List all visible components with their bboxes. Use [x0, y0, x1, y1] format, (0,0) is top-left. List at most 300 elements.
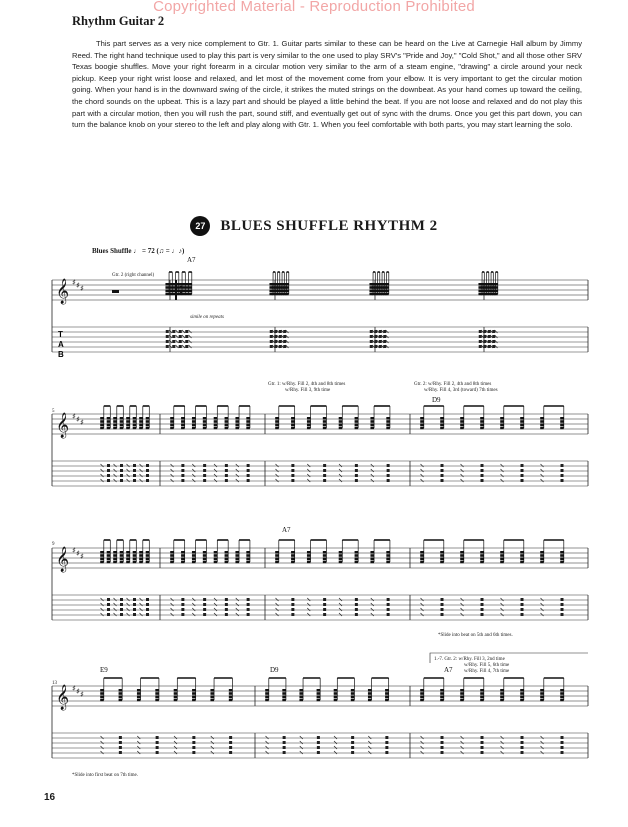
chord-notehead [351, 692, 355, 695]
tab-fret-mark [370, 340, 373, 343]
chord-notehead [192, 561, 196, 564]
tab-mute-mark [334, 751, 337, 754]
tab-fret-mark [355, 598, 358, 601]
tab-fret-mark [172, 330, 175, 333]
tab-mute-mark [307, 603, 310, 606]
chord-notehead [500, 699, 504, 702]
tab-fret-mark [120, 469, 123, 472]
tab-fret-mark [561, 603, 564, 606]
chord-notehead [520, 699, 524, 702]
staff-notation [52, 272, 588, 758]
tab-mute-mark [171, 598, 174, 601]
chord-notehead [291, 557, 295, 560]
chord-notehead [107, 423, 111, 426]
chord-notehead [203, 561, 207, 564]
tab-mute-mark [541, 474, 544, 477]
tab-mute-mark [236, 469, 239, 472]
chord-notehead [420, 554, 424, 557]
tab-fret-mark [192, 751, 195, 754]
tab-mute-mark [307, 613, 310, 616]
chord-notehead [323, 554, 327, 557]
chord-notehead [139, 557, 143, 560]
chord-notehead [480, 427, 484, 430]
section-heading: Rhythm Guitar 2 [72, 14, 165, 28]
tab-fret-mark [481, 751, 484, 754]
tab-mute-mark [214, 598, 217, 601]
chord-symbol: E9 [100, 666, 108, 674]
section-paragraph: This part serves as a very nice complement to Gtr. 1. Guitar parts similar to these can be heard on the Live at Carnegie Hall album by Jimmy Reed. The right hand technique used to play this part is very similar to the one used to play SRV's "Pride and Joy," "Cold Shot," and all those other SRV Texas boogie shuffles. Move your right forearm in a circular motion very similar to the arm of a steam engine, "drawing" a circle around your neck pickup. Keep your right wrist loose and relaxed, and let most of the movement come from your elbow. It is very important to get the circular motion going. When your hand is in the downward swing of the circle, it strikes the muted strings on the downbeat. As your hand comes up toward the ceiling, the chord sounds on the upbeat. This is a lazy part and should be played a little behind the beat. If you are not loose and relaxed and do not play this part with a circular motion, then you will rush the part, sound stiff, and eventually get out of sync with the drums. Once you get this part down, you can turn the balance knob on your stereo to the left and play along with Gtr. 1. When you feel comfortable with both parts, you may start learning the solo. [72, 39, 582, 130]
chord-notehead [370, 557, 374, 560]
sharp-sign: ♯ [80, 418, 84, 427]
chord-notehead [137, 695, 141, 698]
chord-notehead [100, 695, 104, 698]
chord-notehead [165, 286, 169, 289]
chord-notehead [440, 699, 444, 702]
tab-mute-mark [501, 736, 504, 739]
chord-notehead [100, 427, 104, 430]
chord-notehead [137, 689, 141, 692]
tab-fret-mark [521, 469, 524, 472]
chord-notehead [265, 689, 269, 692]
footnote: *Slide into beat on 5th and 6th times. [438, 633, 513, 638]
tab-mute-mark [541, 603, 544, 606]
tab-fret-mark [479, 335, 482, 338]
tab-mute-mark [189, 335, 192, 338]
tab-fret-mark [481, 598, 484, 601]
tab-fret-mark [351, 741, 354, 744]
chord-notehead [480, 692, 484, 695]
tab-fret-mark [355, 608, 358, 611]
chord-notehead [210, 689, 214, 692]
sharp-sign: ♯ [76, 415, 80, 424]
tab-mute-mark [339, 608, 342, 611]
tab-mute-mark [339, 598, 342, 601]
chord-notehead [478, 293, 482, 296]
tab-fret-mark [323, 603, 326, 606]
chord-notehead [100, 554, 104, 557]
chord-notehead [275, 423, 279, 426]
chord-symbol: D9 [270, 666, 279, 674]
chord-notehead [540, 423, 544, 426]
tab-mute-mark [140, 469, 143, 472]
chord-notehead [214, 420, 218, 423]
chord-notehead [355, 423, 359, 426]
tab-fret-mark [225, 603, 228, 606]
chord-notehead [146, 551, 150, 554]
chord-notehead [225, 551, 229, 554]
tab-mute-mark [339, 603, 342, 606]
tab-fret-mark [166, 330, 169, 333]
chord-notehead [420, 561, 424, 564]
chord-notehead [420, 692, 424, 695]
chord-notehead [323, 561, 327, 564]
tab-fret-mark [370, 345, 373, 348]
chord-notehead [299, 692, 303, 695]
treble-clef: 𝄞 [56, 413, 70, 438]
fill-annotation: w/Rhy. Fill 5, 6th time [464, 663, 510, 668]
chord-notehead [460, 561, 464, 564]
chord-notehead [317, 692, 321, 695]
chord-notehead [155, 689, 159, 692]
tab-fret-mark [203, 613, 206, 616]
chord-notehead [100, 699, 104, 702]
chord-notehead [560, 699, 564, 702]
chord-notehead [323, 417, 327, 420]
chord-notehead [192, 423, 196, 426]
chord-notehead [339, 420, 343, 423]
chord-notehead [355, 427, 359, 430]
chord-notehead [520, 561, 524, 564]
tab-fret-mark [247, 608, 250, 611]
chord-notehead [133, 554, 137, 557]
chord-notehead [291, 561, 295, 564]
tab-fret-mark [283, 746, 286, 749]
tab-fret-mark [521, 736, 524, 739]
tab-fret-mark [291, 613, 294, 616]
chord-notehead [540, 695, 544, 698]
tab-mute-mark [461, 474, 464, 477]
chord-notehead [119, 695, 123, 698]
chord-notehead [386, 561, 390, 564]
chord-notehead [480, 561, 484, 564]
tab-mute-mark [371, 608, 374, 611]
tab-fret-mark [229, 736, 232, 739]
sharp-sign: ♯ [76, 281, 80, 290]
tab-fret-mark [166, 345, 169, 348]
tab-fret-mark [561, 736, 564, 739]
tab-mute-mark [137, 746, 140, 749]
chord-notehead [369, 293, 373, 296]
tab-fret-mark [179, 345, 182, 348]
tab-mute-mark [140, 474, 143, 477]
tab-mute-mark [192, 608, 195, 611]
tab-mute-mark [182, 330, 185, 333]
tab-fret-mark [156, 746, 159, 749]
chord-notehead [368, 695, 372, 698]
tab-fret-mark [323, 464, 326, 467]
fill-annotation: w/Rhy. Fill 4, 7th time [464, 669, 510, 674]
tab-fret-mark [172, 340, 175, 343]
chord-notehead [174, 699, 178, 702]
tab-fret-mark [172, 345, 175, 348]
sharp-sign: ♯ [80, 552, 84, 561]
chord-notehead [265, 699, 269, 702]
tab-fret-mark [291, 608, 294, 611]
chord-notehead [107, 420, 111, 423]
chord-notehead [113, 561, 117, 564]
chord-notehead [165, 289, 169, 292]
tab-mute-mark [176, 330, 179, 333]
chord-notehead [386, 420, 390, 423]
chord-notehead [139, 420, 143, 423]
tab-mute-mark [169, 345, 172, 348]
chord-notehead [460, 417, 464, 420]
tab-mute-mark [461, 751, 464, 754]
tab-fret-mark [146, 608, 149, 611]
tab-fret-mark [521, 464, 524, 467]
chord-notehead [214, 557, 218, 560]
chord-notehead [480, 695, 484, 698]
footnote: *Slide into first beat on 7th time. [72, 773, 138, 778]
tab-mute-mark [127, 613, 130, 616]
chord-notehead [500, 695, 504, 698]
tab-fret-mark [119, 736, 122, 739]
sharp-sign: ♯ [72, 278, 76, 287]
chord-notehead [480, 554, 484, 557]
tab-fret-mark [441, 751, 444, 754]
chord-notehead [107, 551, 111, 554]
tab-fret-mark [133, 603, 136, 606]
chord-notehead [368, 689, 372, 692]
tab-mute-mark [171, 469, 174, 472]
chord-notehead [146, 554, 150, 557]
chord-notehead [323, 551, 327, 554]
chord-notehead [440, 554, 444, 557]
chord-notehead [520, 695, 524, 698]
chord-notehead [137, 692, 141, 695]
chord-notehead [100, 551, 104, 554]
tab-mute-mark [541, 469, 544, 472]
tab-fret-mark [323, 613, 326, 616]
tab-fret-mark [521, 741, 524, 744]
tab-mute-mark [461, 598, 464, 601]
chord-notehead [100, 561, 104, 564]
tab-fret-mark [270, 340, 273, 343]
tab-fret-mark [521, 603, 524, 606]
tab-mute-mark [501, 464, 504, 467]
chord-notehead [560, 692, 564, 695]
tab-fret-mark [133, 464, 136, 467]
tab-fret-mark [481, 474, 484, 477]
chord-notehead [146, 420, 150, 423]
sharp-sign: ♯ [80, 690, 84, 699]
tab-fret-mark [119, 751, 122, 754]
tab-mute-mark [371, 464, 374, 467]
tab-fret-mark [317, 751, 320, 754]
tab-fret-mark [355, 464, 358, 467]
chord-notehead [275, 427, 279, 430]
tab-fret-mark [291, 469, 294, 472]
chord-notehead [500, 551, 504, 554]
tab-mute-mark [307, 479, 310, 482]
tab-fret-mark [107, 469, 110, 472]
chord-notehead [275, 557, 279, 560]
chord-notehead [120, 417, 124, 420]
tab-fret-mark [441, 598, 444, 601]
chord-notehead [355, 557, 359, 560]
tab-fret-mark [107, 479, 110, 482]
chord-notehead [460, 695, 464, 698]
tab-fret-mark [119, 741, 122, 744]
chord-notehead [460, 427, 464, 430]
tab-fret-mark [225, 469, 228, 472]
chord-notehead [192, 427, 196, 430]
tab-mute-mark [421, 598, 424, 601]
tab-fret-mark [229, 751, 232, 754]
chord-notehead [307, 420, 311, 423]
chord-notehead [203, 417, 207, 420]
chord-notehead [339, 557, 343, 560]
tab-mute-mark [192, 479, 195, 482]
chord-notehead [339, 427, 343, 430]
chord-notehead [170, 417, 174, 420]
tab-mute-mark [501, 746, 504, 749]
chord-notehead [100, 417, 104, 420]
tab-fret-mark [561, 464, 564, 467]
tab-mute-mark [101, 608, 104, 611]
chord-notehead [113, 427, 117, 430]
tab-fret-mark [323, 469, 326, 472]
chord-notehead [155, 695, 159, 698]
tab-mute-mark [461, 736, 464, 739]
tab-fret-mark [521, 751, 524, 754]
tab-fret-mark [323, 608, 326, 611]
chord-notehead [174, 695, 178, 698]
tab-mute-mark [214, 613, 217, 616]
tab-mute-mark [461, 741, 464, 744]
tab-mute-mark [192, 613, 195, 616]
tab-mute-mark [174, 736, 177, 739]
tab-fret-mark [387, 464, 390, 467]
chord-notehead [133, 427, 137, 430]
chord-notehead [269, 286, 273, 289]
example-title: BLUES SHUFFLE RHYTHM 2 [220, 217, 438, 234]
chord-notehead [540, 557, 544, 560]
chord-notehead [323, 420, 327, 423]
chord-notehead [420, 557, 424, 560]
chord-notehead [339, 423, 343, 426]
sharp-sign: ♯ [72, 684, 76, 693]
chord-notehead [214, 561, 218, 564]
tab-fret-mark [441, 741, 444, 744]
tab-mute-mark [171, 613, 174, 616]
tab-mute-mark [114, 469, 117, 472]
chord-notehead [214, 554, 218, 557]
repeat-dot [180, 286, 182, 288]
chord-notehead [192, 695, 196, 698]
tab-mute-mark [114, 603, 117, 606]
tab-fret-mark [120, 474, 123, 477]
tab-fret-mark [561, 741, 564, 744]
tab-fret-mark [270, 335, 273, 338]
tab-mute-mark [371, 474, 374, 477]
chord-notehead [214, 427, 218, 430]
chord-notehead [192, 551, 196, 554]
tab-fret-mark [317, 741, 320, 744]
tab-fret-mark [181, 464, 184, 467]
chord-notehead [500, 557, 504, 560]
chord-notehead [133, 423, 137, 426]
chord-notehead [560, 561, 564, 564]
chord-notehead [317, 689, 321, 692]
chord-notehead [139, 427, 143, 430]
chord-notehead [307, 554, 311, 557]
tab-fret-mark [229, 746, 232, 749]
tab-fret-mark [481, 746, 484, 749]
tab-mute-mark [541, 746, 544, 749]
tab-fret-mark [561, 751, 564, 754]
tab-fret-mark [561, 469, 564, 472]
tab-fret-mark [370, 335, 373, 338]
tab-fret-mark [481, 741, 484, 744]
chord-notehead [370, 427, 374, 430]
chord-notehead [146, 561, 150, 564]
chord-notehead [560, 423, 564, 426]
chord-notehead [460, 692, 464, 695]
chord-notehead [355, 417, 359, 420]
chord-notehead [386, 551, 390, 554]
chord-notehead [370, 420, 374, 423]
tab-fret-mark [283, 751, 286, 754]
tab-fret-mark [441, 746, 444, 749]
chord-notehead [170, 561, 174, 564]
chord-notehead [460, 557, 464, 560]
tab-mute-mark [461, 613, 464, 616]
tab-fret-mark [185, 330, 188, 333]
tab-mute-mark [501, 603, 504, 606]
tab-mute-mark [176, 335, 179, 338]
chord-notehead [265, 695, 269, 698]
chord-notehead [139, 554, 143, 557]
chord-notehead [500, 427, 504, 430]
tab-fret-mark [107, 598, 110, 601]
chord-notehead [291, 417, 295, 420]
tab-fret-mark [387, 613, 390, 616]
chord-notehead [440, 417, 444, 420]
tab-mute-mark [501, 751, 504, 754]
tab-mute-mark [101, 479, 104, 482]
chord-notehead [246, 551, 250, 554]
chord-notehead [126, 557, 130, 560]
tab-fret-mark [481, 479, 484, 482]
tab-mute-mark [127, 479, 130, 482]
tab-fret-mark [225, 464, 228, 467]
chord-notehead [500, 561, 504, 564]
track-number-badge: 27 [190, 216, 210, 236]
tab-fret-mark [270, 330, 273, 333]
chord-notehead [275, 551, 279, 554]
tab-fret-mark [156, 741, 159, 744]
tab-fret-mark [185, 335, 188, 338]
chord-notehead [560, 554, 564, 557]
tab-fret-mark [291, 479, 294, 482]
chord-notehead [229, 695, 233, 698]
chord-notehead [299, 689, 303, 692]
chord-notehead [355, 561, 359, 564]
chord-notehead [369, 286, 373, 289]
tab-fret-mark [181, 474, 184, 477]
chord-notehead [229, 692, 233, 695]
tab-fret-mark [120, 613, 123, 616]
tab-fret-mark [385, 736, 388, 739]
chord-notehead [540, 554, 544, 557]
chord-notehead [235, 417, 239, 420]
chord-notehead [275, 420, 279, 423]
tab-mute-mark [114, 608, 117, 611]
tab-fret-mark [133, 608, 136, 611]
chord-notehead [119, 689, 123, 692]
chord-notehead [170, 427, 174, 430]
tab-mute-mark [501, 479, 504, 482]
tab-fret-mark [441, 603, 444, 606]
tab-mute-mark [276, 608, 279, 611]
tab-mute-mark [169, 335, 172, 338]
chord-notehead [307, 427, 311, 430]
tab-mute-mark [307, 608, 310, 611]
chord-notehead [133, 551, 137, 554]
tab-mute-mark [339, 474, 342, 477]
tab-fret-mark [521, 474, 524, 477]
